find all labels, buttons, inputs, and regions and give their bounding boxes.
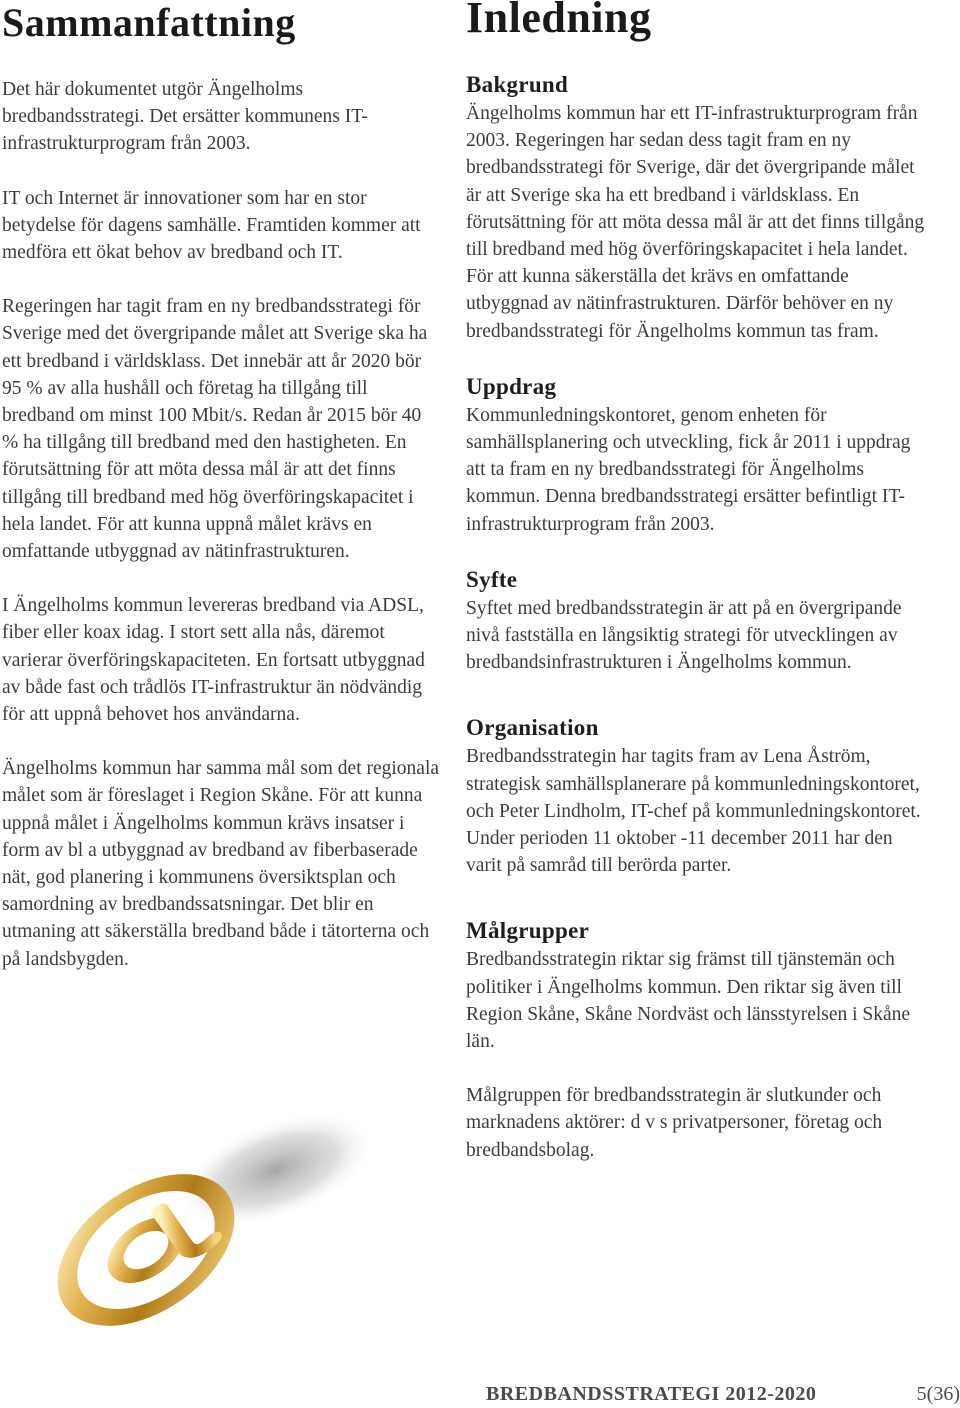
section-heading-uppdrag: Uppdrag — [466, 373, 557, 399]
section-paragraph: Bredbandsstrategin har tagits fram av Lena Åström, strategisk samhällsplanerare på kommunledningskontoret, och Peter Lindholm, IT-chef på kommunledningskontoret. Under perioden 11 oktober -11 december 2011 har den varit på samråd till berörda parter. — [466, 746, 921, 877]
section-paragraph: Syftet med bredbandsstrategin är att på en övergripande nivå fastställa en långsiktig strategi för utvecklingen av bredbandsinfrastrukturen i Ängelholms kommun. — [466, 597, 902, 674]
summary-paragraph: Det här dokumentet utgör Ängelholms bredbandsstrategi. Det ersätter kommunens IT-infrastrukturprogram från 2003. — [2, 79, 368, 155]
section-paragraph: Målgruppen för bredbandsstrategin är slutkunder och marknadens aktörer: d v s privatpersoner, företag och bredbandsbolag. — [466, 1085, 883, 1161]
section-paragraph: Ängelholms kommun har ett IT-infrastrukturprogram från 2003. Regeringen har sedan dess tagit fram en ny bredbandsstrategi för Sverige, där det övergripande målet är att Sverige ska ha ett bredband i världsklass. En förutsättning för att möta dessa mål är att det finns tillgång till bredband med hög överföringskapacitet i hela landet. För att kunna säkerställa det krävs en omfattande utbyggnad av nätinfrastrukturen. Därför behöver en ny bredbandsstrategi för Ängelholms kommun tas fram. — [466, 103, 925, 342]
summary-column — [2, 0, 442, 1000]
section-heading-bakgrund: Bakgrund — [466, 72, 569, 97]
summary-paragraph: Regeringen har tagit fram en ny bredbandsstrategi för Sverige med det övergripande målet att Sverige ska ha ett bredband i världsklass. Det innebär att år 2020 bör 95 % av alla hushåll och företag ha tillgång till bredband om minst 100 Mbit/s. Redan år 2015 bör 40 % ha tillgång till bredband med den hastigheten. En förutsättning för att möta dessa mål är att det finns tillgång till bredband med hög överföringskapacitet i hela landet. För att kunna uppnå målet krävs en omfattande utbyggnad av nätinfrastrukturen. — [2, 296, 428, 563]
summary-paragraph: I Ängelholms kommun levereras bredband via ADSL, fiber eller koax idag. I stort sett alla nås, däremot varierar överföringskapaciteten. En fortsatt utbyggnad av både fast och trådlös IT-infrastruktur än nödvändig för att uppnå behovet hos användarna. — [2, 595, 425, 726]
section-paragraph: Bredbandsstrategin riktar sig främst till tjänstemän och politiker i Ängelholms kommun. Den riktar sig även till Region Skåne, Skåne Nordväst och länsstyrelsen i Skåne län. — [466, 949, 911, 1053]
page-number: 5(36) — [916, 1383, 960, 1405]
introduction-column — [466, 0, 926, 1164]
introduction-title: Inledning — [466, 0, 652, 42]
summary-title: Sammanfattning — [2, 0, 296, 45]
page-footer — [486, 1383, 960, 1407]
section-heading-organisation: Organisation — [466, 715, 599, 741]
at-sign-icon — [26, 1100, 446, 1340]
summary-paragraph: Ängelholms kommun har samma mål som det regionala målet som är föreslaget i Region Skåne. För att kunna uppnå målet i Ängelholms kommun krävs insatser i form av bl a utbyggnad av bredband av fiberbaserade nät, god planering i kommunens översiktsplan och samordning av bredbandssatsningar. Det blir en utmaning att säkerställa bredband både i tätorterna och på landsbygden. — [2, 758, 440, 970]
section-heading-malgrupper: Målgrupper — [466, 918, 590, 944]
summary-paragraph: IT och Internet är innovationer som har en stor betydelse för dagens samhälle. Framtiden kommer att medföra ett ökat behov av bredband och IT. — [2, 187, 421, 264]
footer-title: BREDBANDSSTRATEGI 2012-2020 — [486, 1383, 817, 1405]
section-paragraph: Kommunledningskontoret, genom enheten för samhällsplanering och utveckling, fick år 2011 i uppdrag att ta fram en ny bredbandsstrategi för Ängelholms kommun. Denna bredbandsstrategi ersätter befintligt IT-infrastrukturprogram från 2003. — [466, 404, 911, 535]
section-heading-syfte: Syfte — [466, 566, 518, 592]
